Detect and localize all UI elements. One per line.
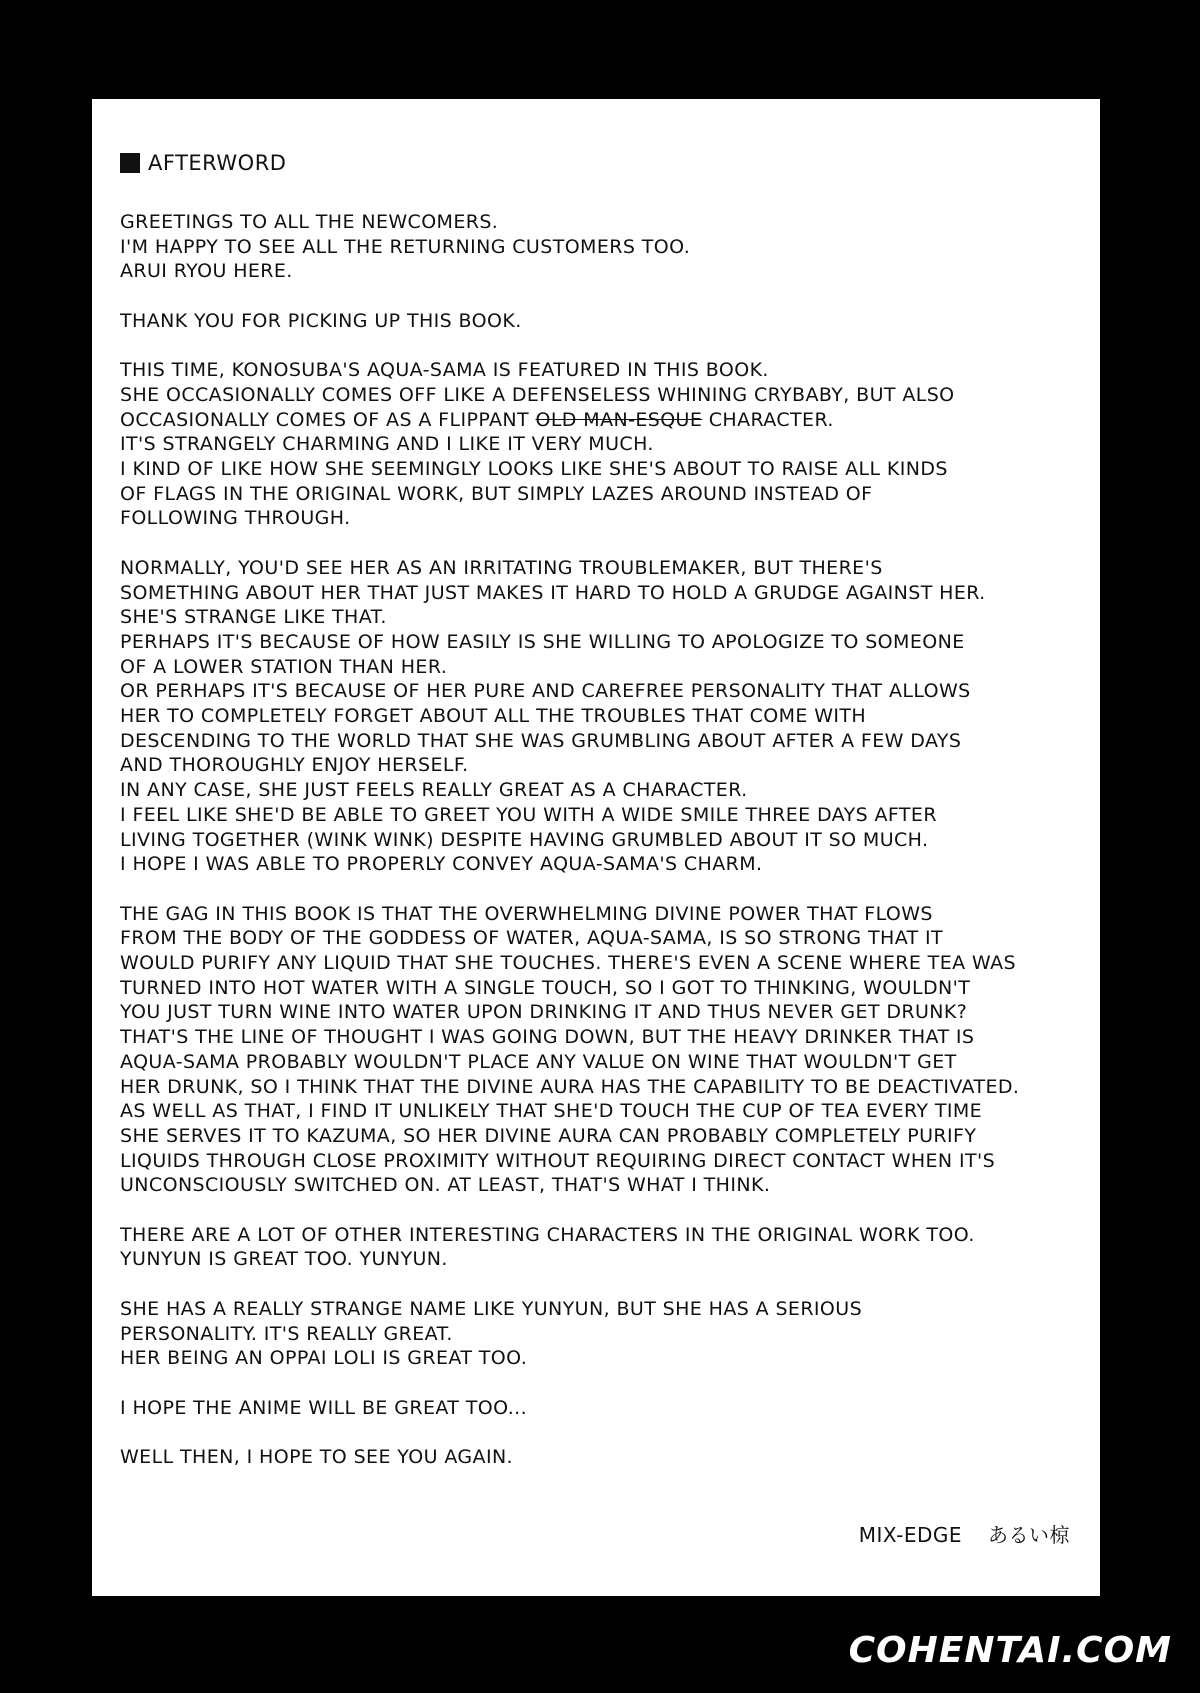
text-line: NORMALLY, YOU'D SEE HER AS AN IRRITATING TROUBLEMAKER, BUT THERE'S [120,556,883,579]
text-line: THIS TIME, KONOSUBA'S AQUA-SAMA IS FEATURED IN THIS BOOK. [120,359,769,382]
afterword-page [92,99,1100,1596]
text-line: OR PERHAPS IT'S BECAUSE OF HER PURE AND CAREFREE PERSONALITY THAT ALLOWS [120,680,971,703]
text-line: THANK YOU FOR PICKING UP THIS BOOK. [120,309,522,332]
text-line: YUNYUN IS GREAT TOO. YUNYUN. [120,1248,448,1271]
author-name: あるい椋 [988,1523,1070,1547]
text-line: SHE HAS A REALLY STRANGE NAME LIKE YUNYUN, BUT SHE HAS A SERIOUS [120,1297,863,1320]
text-line: I KIND OF LIKE HOW SHE SEEMINGLY LOOKS LIKE SHE'S ABOUT TO RAISE ALL KINDS [120,458,948,480]
text-line: I HOPE I WAS ABLE TO PROPERLY CONVEY AQUA-SAMA'S CHARM. [120,853,763,876]
text-line: THE GAG IN THIS BOOK IS THAT THE OVERWHELMING DIVINE POWER THAT FLOWS [120,902,933,925]
paragraph [120,1297,1080,1371]
text-segment: OCCASIONALLY COMES OF AS A FLIPPANT [120,408,536,431]
text-segment: CHARACTER. [702,408,834,431]
watermark: COHENTAI.COM [848,1630,1172,1671]
text-line: TURNED INTO HOT WATER WITH A SINGLE TOUCH, SO I GOT TO THINKING, WOULDN'T [120,976,971,999]
paragraph [120,309,1080,334]
text-line: DESCENDING TO THE WORLD THAT SHE WAS GRUMBLING ABOUT AFTER A FEW DAYS [120,729,962,752]
black-square-icon [120,153,140,173]
text-line: UNCONSCIOUSLY SWITCHED ON. AT LEAST, THAT'S WHAT I THINK. [120,1174,771,1197]
text-line: SHE SERVES IT TO KAZUMA, SO HER DIVINE AURA CAN PROBABLY COMPLETELY PURIFY [120,1124,977,1147]
text-line: HER TO COMPLETELY FORGET ABOUT ALL THE TROUBLES THAT COME WITH [120,705,867,728]
text-line: SHE'S STRANGE LIKE THAT. [120,606,387,629]
text-line: FROM THE BODY OF THE GODDESS OF WATER, AQUA-SAMA, IS SO STRONG THAT IT [120,927,944,950]
text-line: PERSONALITY. IT'S REALLY GREAT. [120,1322,453,1345]
text-line: LIVING TOGETHER (WINK WINK) DESPITE HAVING GRUMBLED ABOUT IT SO MUCH. [120,828,929,851]
text-line: THAT'S THE LINE OF THOUGHT I WAS GOING DOWN, BUT THE HEAVY DRINKER THAT IS [120,1026,975,1049]
text-line: ARUI RYOU HERE. [120,260,293,283]
struck-text: OLD MAN-ESQUE [535,408,703,431]
text-line: AND THOROUGHLY ENJOY HERSELF. [120,754,469,777]
text-line: YOU JUST TURN WINE INTO WATER UPON DRINKING IT AND THUS NEVER GET DRUNK? [120,1001,968,1024]
text-line: I HOPE THE ANIME WILL BE GREAT TOO... [120,1396,528,1419]
text-line: I FEEL LIKE SHE'D BE ABLE TO GREET YOU WITH A WIDE SMILE THREE DAYS AFTER [120,803,937,826]
text-line: GREETINGS TO ALL THE NEWCOMERS. [120,211,499,233]
paragraph [120,556,1080,877]
text-line: OF FLAGS IN THE ORIGINAL WORK, BUT SIMPLY LAZES AROUND INSTEAD OF [120,482,873,505]
text-line: FOLLOWING THROUGH. [120,507,351,530]
afterword-body [120,210,1080,1494]
text-line: IN ANY CASE, SHE JUST FEELS REALLY GREAT AS A CHARACTER. [120,779,748,802]
text-line: PERHAPS IT'S BECAUSE OF HOW EASILY IS SHE WILLING TO APOLOGIZE TO SOMEONE [120,630,965,653]
text-line [120,408,1080,433]
text-line: WELL THEN, I HOPE TO SEE YOU AGAIN. [120,1446,513,1469]
paragraph [120,210,1080,284]
text-line: HER DRUNK, SO I THINK THAT THE DIVINE AURA HAS THE CAPABILITY TO BE DEACTIVATED. [120,1075,1020,1098]
text-line: SHE OCCASIONALLY COMES OFF LIKE A DEFENSELESS WHINING CRYBABY, BUT ALSO [120,383,955,406]
text-line: AS WELL AS THAT, I FIND IT UNLIKELY THAT SHE'D TOUCH THE CUP OF TEA EVERY TIME [120,1100,983,1123]
heading-text: AFTERWORD [148,151,287,175]
text-line: HER BEING AN OPPAI LOLI IS GREAT TOO. [120,1347,528,1370]
text-line: IT'S STRANGELY CHARMING AND I LIKE IT VERY MUCH. [120,433,654,456]
circle-name: MIX-EDGE [858,1523,962,1547]
text-line: I'M HAPPY TO SEE ALL THE RETURNING CUSTOMERS TOO. [120,235,691,258]
paragraph [120,1223,1080,1272]
text-line: WOULD PURIFY ANY LIQUID THAT SHE TOUCHES. THERE'S EVEN A SCENE WHERE TEA WAS [120,952,1016,975]
text-line: OF A LOWER STATION THAN HER. [120,655,448,678]
text-line: THERE ARE A LOT OF OTHER INTERESTING CHARACTERS IN THE ORIGINAL WORK TOO. [120,1223,975,1246]
afterword-heading [120,151,286,175]
text-line: SOMETHING ABOUT HER THAT JUST MAKES IT HARD TO HOLD A GRUDGE AGAINST HER. [120,581,986,604]
signature [859,1519,1070,1548]
paragraph [120,1445,1080,1470]
text-line: AQUA-SAMA PROBABLY WOULDN'T PLACE ANY VALUE ON WINE THAT WOULDN'T GET [120,1050,957,1073]
text-line: LIQUIDS THROUGH CLOSE PROXIMITY WITHOUT REQUIRING DIRECT CONTACT WHEN IT'S [120,1149,996,1172]
paragraph [120,358,1080,531]
paragraph [120,1396,1080,1421]
paragraph [120,902,1080,1198]
